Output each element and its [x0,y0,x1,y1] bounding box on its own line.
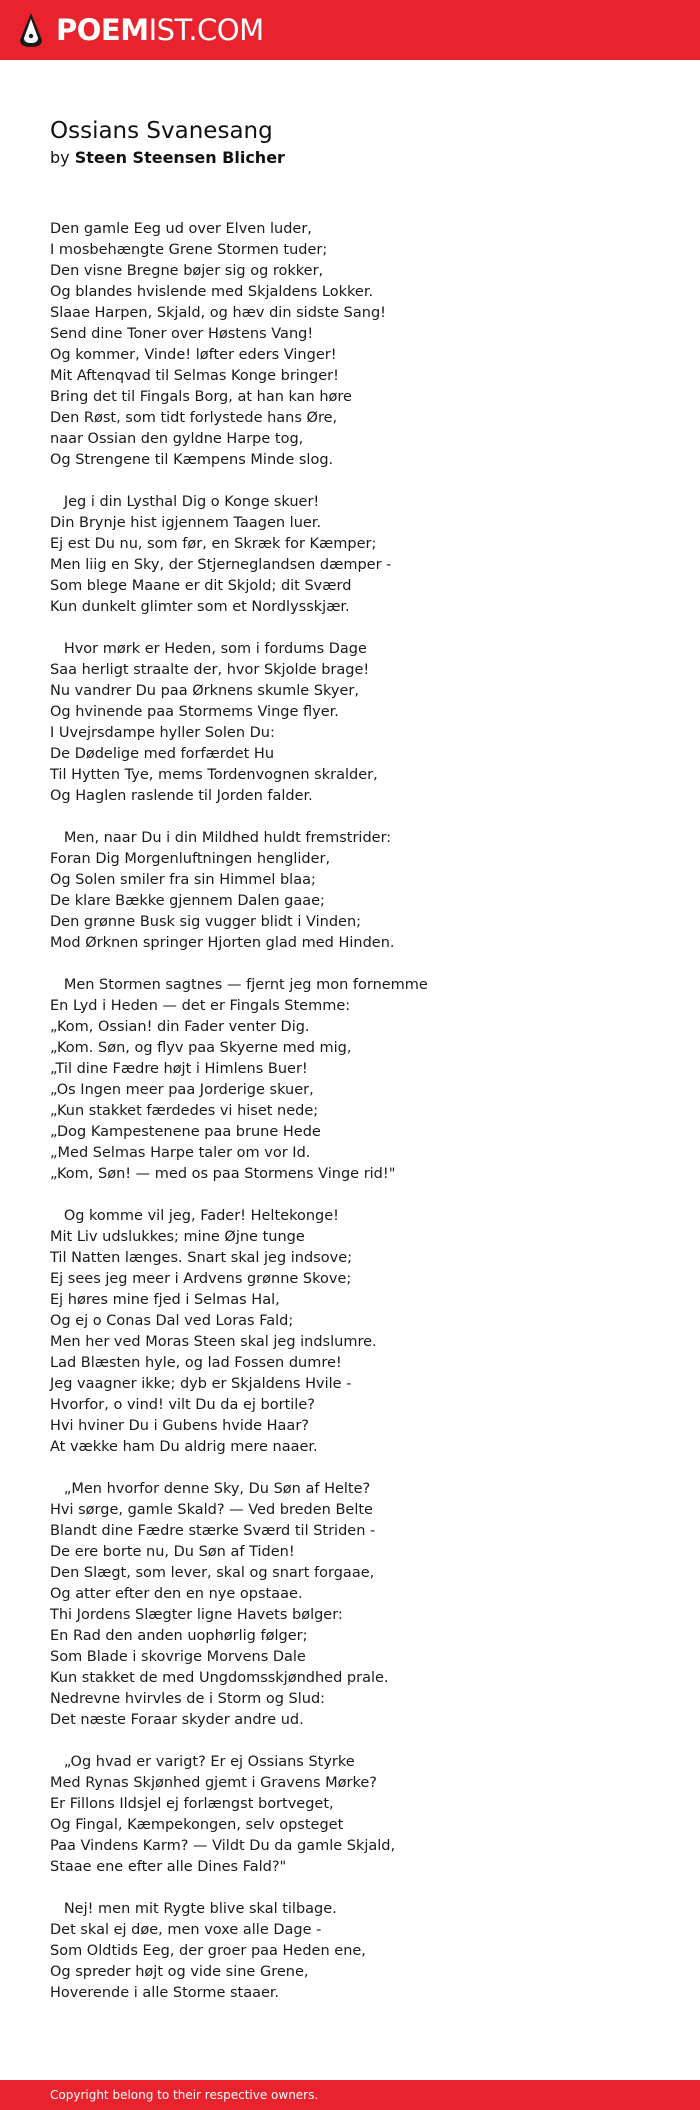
poem-line: Og Solen smiler fra sin Himmel blaa; [50,872,316,888]
author-name: Steen Steensen Blicher [74,148,285,167]
poem-line: Og ej o Conas Dal ved Loras Fald; [50,1313,294,1329]
poem-stanza [50,1206,670,1458]
poem-line: Ej høres mine fjed i Selmas Hal, [50,1292,280,1308]
poem-line: Som blege Maane er dit Skjold; dit Sværd [50,578,352,594]
poem-stanza [50,219,670,471]
site-logo[interactable] [18,10,264,50]
poem-line: Er Fillons Ildsjel ej forlængst bortveget, [50,1796,334,1812]
poem-line: Den Slægt, som lever, skal og snart forgaae, [50,1565,375,1581]
poem-line: „Til dine Fædre højt i Himlens Buer! [50,1061,308,1077]
poem-stanza [50,975,670,1185]
poem-title: Ossians Svanesang [50,118,273,144]
poem-line: Som Oldtids Eeg, der groer paa Heden ene, [50,1943,366,1959]
poem-line: Den gamle Eeg ud over Elven luder, [50,221,312,237]
poem-line: Det skal ej døe, men voxe alle Dage - [50,1922,322,1938]
poem-line: „Kom, Ossian! din Fader venter Dig. [50,1019,310,1035]
brand-part-bold: POEM [56,13,149,47]
poem-line: Og komme vil jeg, Fader! Heltekonge! [50,1208,339,1224]
brand-part-light: IST.COM [148,13,264,47]
poem-line: Hvor mørk er Heden, som i fordums Dage [50,641,367,657]
poem-line: Saa herligt straalte der, hvor Skjolde brage! [50,662,370,678]
poem-line: Din Brynje hist igjennem Taagen luer. [50,515,322,531]
poem-line: I mosbehængte Grene Stormen tuder; [50,242,328,258]
poem-line: Og Strengene til Kæmpens Minde slog. [50,452,334,468]
poem-line: Med Rynas Skjønhed gjemt i Gravens Mørke? [50,1775,377,1791]
poem-line: Bring det til Fingals Borg, at han kan høre [50,389,352,405]
poem-line: Men liig en Sky, der Stjerneglandsen dæmper - [50,557,392,573]
byline [50,147,285,169]
poem-line: Det næste Foraar skyder andre ud. [50,1712,304,1728]
poem-line: Nedrevne hvirvles de i Storm og Slud: [50,1691,326,1707]
poem-line: Mod Ørknen springer Hjorten glad med Hinden. [50,935,395,951]
poem-line: Jeg i din Lysthal Dig o Konge skuer! [50,494,320,510]
poem-line: En Rad den anden uophørlig følger; [50,1628,308,1644]
poem-line: „Men hvorfor denne Sky, Du Søn af Helte? [50,1481,371,1497]
poem-line: Den visne Bregne bøjer sig og rokker, [50,263,324,279]
poem-line: De Dødelige med forfærdet Hu [50,746,275,762]
poem-line: Slaae Harpen, Skjald, og hæv din sidste Sang! [50,305,386,321]
poem-line: „Kom. Søn, og flyv paa Skyerne med mig, [50,1040,352,1056]
poem-line: Og Haglen raslende til Jorden falder. [50,788,313,804]
poem-line: Nu vandrer Du paa Ørknens skumle Skyer, [50,683,359,699]
poem-line: „Os Ingen meer paa Jorderige skuer, [50,1082,314,1098]
poem-line: De klare Bække gjennem Dalen gaae; [50,893,325,909]
poem-line: At vække ham Du aldrig mere naaer. [50,1439,318,1455]
poem-line: De ere borte nu, Du Søn af Tiden! [50,1544,295,1560]
poem-line: Men her ved Moras Steen skal jeg indslumre. [50,1334,377,1350]
poem-line: Staae ene efter alle Dines Fald?" [50,1859,287,1875]
poem-stanza [50,1479,670,1731]
poem-line: „Og hvad er varigt? Er ej Ossians Styrke [50,1754,355,1770]
poem-stanza [50,492,670,618]
site-footer [0,2080,700,2110]
poem-stanza [50,828,670,954]
poem-line: Paa Vindens Karm? — Vildt Du da gamle Skjald, [50,1838,396,1854]
poem-line: Mit Liv udslukkes; mine Øjne tunge [50,1229,305,1245]
poem-line: Og blandes hvislende med Skjaldens Lokker. [50,284,374,300]
poem-line: Send dine Toner over Høstens Vang! [50,326,314,342]
poem-line: Hvorfor, o vind! vilt Du da ej bortile? [50,1397,315,1413]
poem-line: Og atter efter den en nye opstaae. [50,1586,303,1602]
poem-line: Lad Blæsten hyle, og lad Fossen dumre! [50,1355,342,1371]
poem-line: Kun dunkelt glimter som et Nordlysskjær. [50,599,350,615]
brand-wordmark [56,10,264,50]
poem-line: Men Stormen sagtnes — fjernt jeg mon fornemme [50,977,428,993]
poem-line: Og Fingal, Kæmpekongen, selv opsteget [50,1817,344,1833]
by-label: by [50,148,70,167]
poem-line: Ej sees jeg meer i Ardvens grønne Skove; [50,1271,352,1287]
poem-line: I Uvejrsdampe hyller Solen Du: [50,725,275,741]
poem-line: Den Røst, som tidt forlystede hans Øre, [50,410,338,426]
poem-line: „Kom, Søn! — med os paa Stormens Vinge rid!" [50,1166,396,1182]
poem-line: Nej! men mit Rygte blive skal tilbage. [50,1901,337,1917]
poem-stanza [50,1752,670,1878]
poem-line: En Lyd i Heden — det er Fingals Stemme: [50,998,351,1014]
poem-line: Til Hytten Tye, mems Tordenvognen skralder, [50,767,378,783]
poem-line: Hvi sørge, gamle Skald? — Ved breden Belte [50,1502,373,1518]
poem-line: Foran Dig Morgenluftningen henglider, [50,851,331,867]
poem-line: „Dog Kampestenene paa brune Hede [50,1124,321,1140]
poem-line: Kun stakket de med Ungdomsskjøndhed prale. [50,1670,389,1686]
copyright-text: Copyright belong to their respective owners. [50,2088,319,2102]
poem-line: Jeg vaagner ikke; dyb er Skjaldens Hvile - [50,1376,352,1392]
poem-line: Og spreder højt og vide sine Grene, [50,1964,309,1980]
site-header [0,0,700,60]
pen-nib-icon [18,10,44,50]
poem-line: naar Ossian den gyldne Harpe tog, [50,431,304,447]
poem-line: Og hvinende paa Stormems Vinge flyer. [50,704,339,720]
poem-line: Og kommer, Vinde! løfter eders Vinger! [50,347,337,363]
poem-line: „Kun stakket færdedes vi hiset nede; [50,1103,319,1119]
poem-line: „Med Selmas Harpe taler om vor Id. [50,1145,311,1161]
poem-line: Hvi hviner Du i Gubens hvide Haar? [50,1418,309,1434]
poem-line: Thi Jordens Slægter ligne Havets bølger: [50,1607,343,1623]
poem-line: Blandt dine Fædre stærke Sværd til Striden - [50,1523,376,1539]
poem-line: Den grønne Busk sig vugger blidt i Vinden; [50,914,362,930]
poem-stanza [50,639,670,807]
poem-stanza [50,1899,670,2004]
poem-line: Til Natten længes. Snart skal jeg indsove; [50,1250,353,1266]
poem-line: Som Blade i skovrige Morvens Dale [50,1649,306,1665]
poem-line: Hoverende i alle Storme staaer. [50,1985,280,2001]
poem-line: Men, naar Du i din Mildhed huldt fremstrider: [50,830,392,846]
poem-line: Mit Aftenqvad til Selmas Konge bringer! [50,368,339,384]
poem-body [50,219,670,2025]
poem-line: Ej est Du nu, som før, en Skræk for Kæmper; [50,536,377,552]
